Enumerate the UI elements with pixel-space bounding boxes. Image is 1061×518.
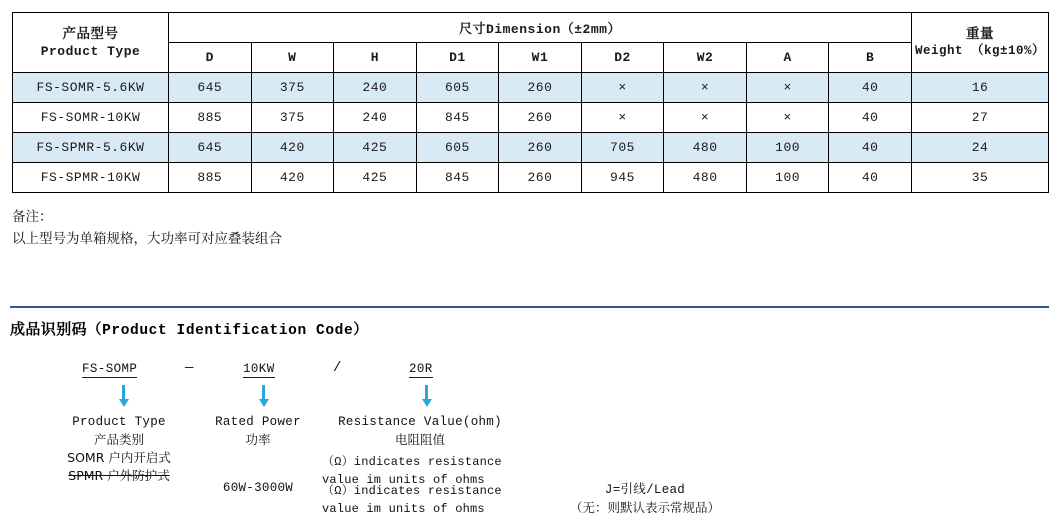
cell-product-type: FS-SPMR-5.6KW	[13, 133, 169, 163]
cell-w: 420	[251, 163, 334, 193]
table-body	[13, 73, 1049, 193]
cell-a: 100	[746, 133, 829, 163]
cell-w1: 260	[499, 133, 582, 163]
cell-w: 375	[251, 103, 334, 133]
code-note-resistance-2	[322, 482, 502, 518]
cell-w2: ×	[664, 103, 747, 133]
code-block-product-type-en: Product Type	[72, 415, 166, 429]
code-token-power: 10KW	[243, 362, 275, 376]
cell-w: 420	[251, 133, 334, 163]
code-token-resistance: 20R	[409, 362, 433, 376]
code-token-product-type: FS-SOMP	[82, 362, 138, 376]
cell-d1: 605	[416, 73, 499, 103]
cell-b: 40	[829, 133, 912, 163]
code-block-resistance	[320, 413, 520, 449]
code-block-power-zh: 功率	[245, 432, 271, 448]
notes-text: 以上型号为单箱规格，大功率可对应叠装组合	[12, 230, 282, 247]
arrow-down-icon	[118, 385, 129, 407]
arrow-down-icon	[421, 385, 432, 407]
cell-d1: 605	[416, 133, 499, 163]
cell-d: 885	[169, 163, 252, 193]
header-weight	[912, 13, 1049, 73]
identification-code-diagram	[0, 350, 1061, 516]
cell-d1: 845	[416, 163, 499, 193]
cell-w2: 480	[664, 163, 747, 193]
code-block-power-en: Rated Power	[215, 415, 301, 429]
arrow-down-icon	[258, 385, 269, 407]
cell-d2: ×	[581, 103, 664, 133]
cell-weight: 27	[912, 103, 1049, 133]
table-head	[13, 13, 1049, 73]
cell-a: 100	[746, 163, 829, 193]
header-product-type-en: Product Type	[40, 43, 141, 59]
code-note-resistance-1-line2: value im units of ohms	[322, 473, 485, 487]
header-weight-cn: 重量	[966, 25, 994, 42]
cell-d: 645	[169, 133, 252, 163]
code-block-product-type-zh: 产品类别	[93, 432, 144, 448]
cell-a: ×	[746, 103, 829, 133]
cell-h: 425	[334, 163, 417, 193]
code-block-resistance-zh: 电阻阻值	[394, 432, 445, 448]
cell-weight: 16	[912, 73, 1049, 103]
cell-product-type: FS-SOMR-5.6KW	[13, 73, 169, 103]
cell-w2: 480	[664, 133, 747, 163]
header-weight-en: Weight （kg±10%）	[914, 44, 1046, 59]
header-product-type	[13, 13, 169, 73]
code-separator-slash: /	[333, 360, 342, 376]
table-row	[13, 103, 1049, 133]
header-dimension: 尺寸Dimension（±2mm）	[169, 13, 912, 43]
code-note-resistance-2-line1: （Ω）indicates resistance	[322, 484, 502, 498]
header-col-w2: W2	[664, 43, 747, 73]
header-col-d: D	[169, 43, 252, 73]
code-block-power	[193, 413, 323, 497]
cell-product-type: FS-SPMR-10KW	[13, 163, 169, 193]
cell-h: 425	[334, 133, 417, 163]
cell-b: 40	[829, 73, 912, 103]
notes-block	[12, 207, 282, 250]
cell-a: ×	[746, 73, 829, 103]
cell-product-type: FS-SOMR-10KW	[13, 103, 169, 133]
header-col-w: W	[251, 43, 334, 73]
code-block-lead	[530, 481, 760, 517]
code-block-product-type-somr: SOMR 户内开启式	[67, 450, 171, 466]
header-col-a: A	[746, 43, 829, 73]
cell-w1: 260	[499, 103, 582, 133]
table-header-row-2	[13, 43, 1049, 73]
cell-w1: 260	[499, 73, 582, 103]
header-col-d2: D2	[581, 43, 664, 73]
code-block-lead-line2: （无：则默认表示常规品）	[569, 500, 720, 516]
header-col-d1: D1	[416, 43, 499, 73]
code-note-resistance-2-line2: value im units of ohms	[322, 502, 485, 516]
cell-w1: 260	[499, 163, 582, 193]
header-product-type-cn: 产品型号	[62, 25, 119, 42]
table-row	[13, 133, 1049, 163]
header-col-h: H	[334, 43, 417, 73]
cell-h: 240	[334, 73, 417, 103]
table-header-row-1	[13, 13, 1049, 43]
cell-d2: 945	[581, 163, 664, 193]
dimension-table-wrapper	[12, 12, 1049, 193]
code-block-product-type	[24, 413, 214, 486]
section-divider	[10, 306, 1049, 308]
page-title-cn: 成品识别码	[10, 320, 88, 338]
dimension-table	[12, 12, 1049, 193]
cell-h: 240	[334, 103, 417, 133]
table-row	[13, 163, 1049, 193]
code-note-resistance-1-line1: （Ω）indicates resistance	[322, 455, 502, 469]
cell-b: 40	[829, 103, 912, 133]
cell-d: 645	[169, 73, 252, 103]
cell-d1: 845	[416, 103, 499, 133]
cell-w2: ×	[664, 73, 747, 103]
cell-weight: 24	[912, 133, 1049, 163]
code-block-lead-line1: J=引线/Lead	[604, 483, 686, 497]
header-col-b: B	[829, 43, 912, 73]
page-title-en: （Product Identification Code）	[87, 323, 369, 339]
header-col-w1: W1	[499, 43, 582, 73]
table-row	[13, 73, 1049, 103]
code-block-power-range: 60W-3000W	[222, 481, 294, 496]
notes-label: 备注：	[12, 209, 53, 225]
cell-d2: 705	[581, 133, 664, 163]
cell-w: 375	[251, 73, 334, 103]
cell-weight: 35	[912, 163, 1049, 193]
code-separator-dash: —	[185, 360, 194, 376]
page-title	[10, 318, 368, 339]
code-block-product-type-spmr: SPMR 户外防护式	[68, 468, 170, 484]
cell-b: 40	[829, 163, 912, 193]
cell-d: 885	[169, 103, 252, 133]
code-block-resistance-en: Resistance Value(ohm)	[338, 415, 502, 429]
cell-d2: ×	[581, 73, 664, 103]
